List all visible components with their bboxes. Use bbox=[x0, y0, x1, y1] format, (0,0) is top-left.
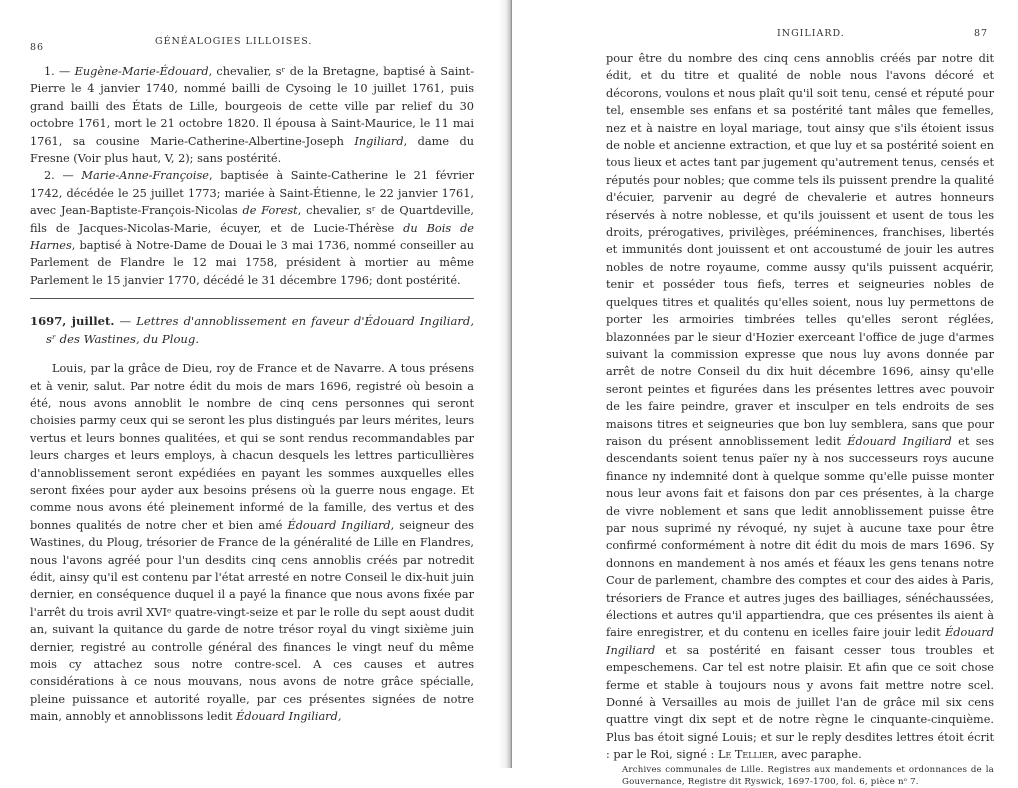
act-body-left bbox=[30, 360, 474, 726]
act-body-right bbox=[606, 50, 994, 764]
right-body-text-d: , avec paraphe. bbox=[773, 748, 862, 762]
left-page-number: 86 bbox=[30, 42, 45, 53]
right-body-text-c: et sa postérité en faisant cesser tous troubles et empeschemens. Car tel est notre plaisir. Et afin que ce soit chose ferme et stable à toujours nous y avons fait mettre notre scel. Donné à Versailles au mois de juillet l'an de grâce mil six cens quattre vingt dix sept et de notre règne le cinquante-cinquième. Plus bas étoit signé Louis; et sur le reply desdites lettres étoit écrit : par le Roi, signé : bbox=[606, 643, 994, 762]
entry-2-number: 2. — bbox=[44, 169, 74, 183]
entry-2-text-b: , chevalier, sʳ de Quartdeville, fils de Jacques-Nicolas-Marie, écuyer, et de Lucie-Thérèse bbox=[30, 204, 474, 235]
right-body-text-b: et ses descendants soient tenus païer ny à nos successeurs roys aucune finance ny indemnité dont à quelque somme qu'elle puisse monter nous leur avons fait et faisons don par ces présentes, à la charge de vivre noblement et sans que ledit annoblissement puisse être par nous suprimé ny révoqué, ny sujet à aucune taxe pour être confirmé conformément à notre dit édit du mois de mars 1696. Sy donnons en mandement à nos amés et féaux les gens tenans notre Cour de parlement, chambre des comptes et cour des aides à Paris, trésoriers de France et autres juges des bailliages, sénéchaussées, élections et autres qu'il appartiendra, que ces présentes ils aient à faire enregistrer, et du contenu en icelles faire jouir ledit bbox=[606, 434, 994, 640]
genealogy-entry-2 bbox=[30, 167, 474, 289]
entry-1-text-a: , chevalier, sʳ de la Bretagne, baptisé à Saint-Pierre le 4 janvier 1740, nommé bailli de Cysoing le 10 juillet 1761, puis grand bailli des États de Lille, bourgeois de cette ville par relief du 30 octobre 1761, mort le 21 octobre 1820. Il épousa à Saint-Maurice, le 11 mai 1761, sa cousine Marie-Catherine-Albertine-Joseph bbox=[30, 65, 475, 148]
act-title: Lettres d'annoblissement en faveur d'Édouard Ingiliard, sʳ des Wastines, du Ploug. bbox=[46, 314, 475, 346]
act-dash: — bbox=[114, 314, 137, 329]
act-body-name-2: Édouard Ingiliard, bbox=[236, 710, 342, 724]
act-body-text-b: , seigneur des Wastines, du Ploug, trésorier de France de la généralité de Lille en Flandres, nous l'avons agréé pour l'un desdits cinq cens annoblis créés par notredit édit, ainsy qu'il est contenu par l'état arresté en notre Conseil le dix-huit juin dernier, en conséquence duquel il a payé la finance que nous avons fixée par l'arrêt du trois avril XVIᵉ quatre-vingt-seize et par le rolle du sept aoust dudit an, suivant la quitance du garde de notre trésor royal du vingt sixième juin dernier, registré au controlle général des finances le vingt neuf du même mois cy attachez sous notre contre-scel. A ces causes et autres considérations à ce nous mouvans, nous avons de notre grâce spécialle, pleine puissance et autorité royalle, par ces présentes signées de notre main, annobly et annoblissons ledit bbox=[30, 518, 474, 724]
entry-2-text-c: , baptisé à Notre-Dame de Douai le 3 mai 1736, nommé conseiller au Parlement de Flandre le 12 mai 1758, président à mortier au même Parlement le 15 janvier 1770, décédé le 31 décembre 1796; dont postérité. bbox=[30, 239, 474, 287]
entry-2-name: Marie-Anne-Françoise bbox=[81, 169, 209, 183]
entry-2-mother-name: du Bois de Harnes bbox=[30, 221, 474, 253]
right-body-text-a: pour être du nombre des cinq cens annoblis créés par notre dit édit, et du titre et qualité de noble nous l'avons décoré et décorons, voulons et nous plaît qu'il soit tenu, censé et réputé pour tel, ensemble ses enfans et sa postérité tant mâles que femelles, nez et à naistre en loyal mariage, tout ainsy que s'ils étoient issus de noble et ancienne extraction, et que luy et sa postérité soient en tous lieux et actes tant par jugement qu'autrement tenus, censés et réputés pour nobles; que comme tels ils puissent prendre la qualité d'écuier, parvenir au degré de chevalerie et autres honneurs réservés à notre noblesse, et qu'ils jouissent et usent de tous les droits, prérogatives, privilèges, prééminences, franchises, libertés et immunités dont jouissent et ont accoustumé de jouir les autres nobles de notre royaume, comme aussy qu'ils puissent acquérir, tenir et posséder tous fiefs, terres et seigneuries nobles de quelques titres et qualités qu'elles soient, nous luy permettons de porter les armoiries timbrées telles qu'elles seront réglées, blazonnées par le sieur d'Hozier exerceant l'office de juge d'armes suivant la commission expresse que nous luy avons donnée par arrêt de notre Conseil du dix huit décembre 1696, ainsy qu'elle seront peintes et figurées dans les présentes lettres avec pouvoir de les faire peindre, graver et insculper en tels endroits de ses maisons titres et seigneuries que bon luy semblera, sans que pour raison du présent annoblissement ledit bbox=[606, 52, 994, 448]
left-page bbox=[0, 0, 505, 768]
right-body-name-2: Édouard Ingiliard bbox=[606, 626, 994, 657]
section-divider bbox=[30, 298, 474, 299]
act-body-text-a: Louis, par la grâce de Dieu, roy de France et de Navarre. A tous présens et à venir, salut. Par notre édit du mois de mars 1696, registré où besoin a été, nous avons annoblit le nombre de cinq cens personnes qui seront choisies parmy ceux qui se seront les plus distingués par leurs mérites, leurs vertus et leurs bonnes qualitées, et qui se sont rendus recommandables par leurs charges et leurs employs, à chacun desquels les lettres particullières d'annoblissement seront expédiées en payant les sommes auxquelles elles seront fixées pour ayder aux besoins présens où la guerre nous engage. Et comme nous avons été pleinement informé de la famille, des vertus et des bonnes qualités de notre cher et bien amé bbox=[30, 362, 474, 532]
right-page bbox=[512, 0, 1018, 787]
entry-1-spouse-surname: Ingiliard bbox=[354, 134, 404, 148]
right-page-text bbox=[606, 50, 994, 788]
entry-1-text-b: , dame du Fresne (Voir plus haut, V, 2); sans postérité. bbox=[30, 134, 474, 166]
act-body-name-1: Édouard Ingiliard bbox=[287, 518, 391, 532]
act-date: 1697, juillet. bbox=[30, 314, 115, 329]
right-running-head: INGILIARD. bbox=[777, 28, 845, 39]
archival-source-note: Archives communales de Lille. Registres aux mandements et ordonnances de la Gouvernance, Registre dit Ryswick, 1697-1700, fol. 6, pièce nᵒ 7. bbox=[622, 764, 994, 787]
act-heading bbox=[30, 313, 474, 348]
entry-1-name: Eugène-Marie-Édouard bbox=[74, 65, 209, 78]
right-page-number: 87 bbox=[974, 28, 989, 39]
left-running-head: GÉNÉALOGIES LILLOISES. bbox=[155, 36, 313, 47]
right-body-signer: Le Tellier bbox=[717, 748, 774, 762]
entry-1-number: 1. — bbox=[44, 65, 71, 78]
genealogy-entry-1 bbox=[30, 63, 474, 167]
entry-2-spouse-name: de Forest bbox=[242, 204, 298, 218]
left-page-text bbox=[30, 63, 474, 726]
right-body-name-1: Édouard Ingiliard bbox=[847, 434, 952, 448]
entry-2-text-a: , baptisée à Sainte-Catherine le 21 février 1742, décédée le 25 juillet 1773; mariée à Saint-Étienne, le 22 janvier 1761, avec Jean-Baptiste-François-Nicolas bbox=[30, 169, 475, 218]
